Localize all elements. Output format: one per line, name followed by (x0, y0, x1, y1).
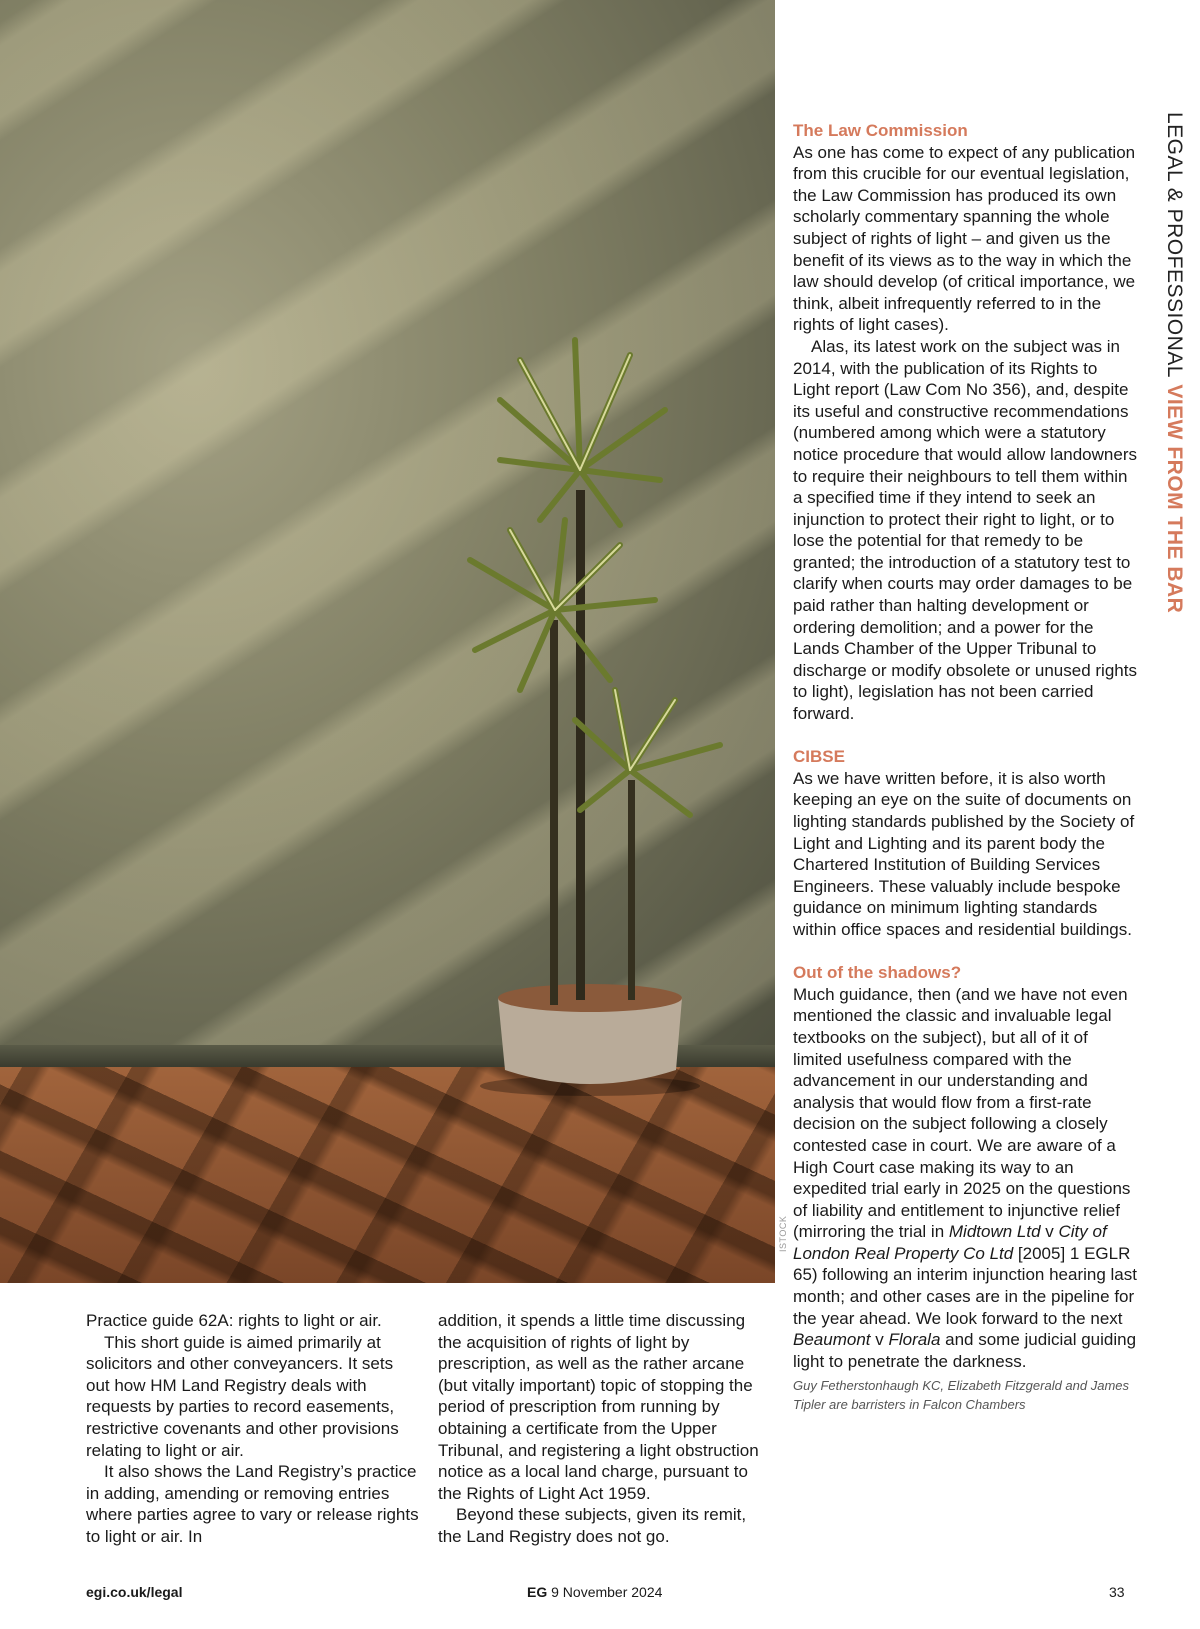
author-byline: Guy Fetherstonhaugh KC, Elizabeth Fitzgerald and James Tipler are barristers in Falcon Chambers (793, 1378, 1130, 1413)
heading-out-of-the-shadows: Out of the shadows? (793, 963, 962, 983)
cibse-paragraph: As we have written before, it is also worth keeping an eye on the suite of documents on lighting standards published by the Society of Light and Lighting and its parent body the Chartered Institution of Building Services Engineers. These valuably include bespoke guidance on minimum lighting standards within office spaces and residential buildings. (793, 768, 1135, 939)
section-tag (1162, 112, 1186, 613)
practice-guide-paragraph-3: addition, it spends a little time discussing the acquisition of rights of light by prescription, as well as the rather arcane (but vitally important) topic of stopping the period of prescription from running by obtaining a certificate from the Upper Tribunal, and registering a light obstruction notice as a local land charge, pursuant to the Rights of Light Act 1959. (438, 1311, 759, 1503)
page-number: 33 (1109, 1584, 1125, 1600)
bottom-middle-column (438, 1310, 773, 1548)
section-tag-highlight: VIEW FROM THE BAR (1163, 384, 1186, 614)
case-name: Florala (888, 1330, 941, 1350)
shadows-paragraph: Much guidance, then (and we have not even mentioned the classic and invaluable legal textbooks on the subject), but all of it of limited usefulness compared with the advancement in our understanding and analysis that would flow from a first-rate decision on the subject following a closely contested case in court. We are aware of a High Court case making its way to an expedited trial early in 2025 on the questions of liability and entitlement to injunctive relief (mirroring the trial in Midtown Ltd v City of London Real Property Co Ltd [2005] 1 EGLR 65) following an interim injunction hearing last month; and other cases are in the pipeline for the year ahead. We look forward to the next Beaumont v Florala and some judicial guiding light to penetrate the darkness. (793, 984, 1137, 1371)
practice-guide-paragraph-4: Beyond these subjects, given its remit, the Land Registry does not go. (438, 1505, 747, 1546)
right-column (793, 120, 1137, 1414)
law-commission-paragraph-2: Alas, its latest work on the subject was in 2014, with the publication of its Rights to Light report (Law Com No 356), and, despite its useful and constructive recommendations (numbered among which were a statutory notice procedure that would allow landowners to require their neighbours to tell them within a specified time if they intend to seek an injunction to protect their right to light, or to lose the potential for that remedy to be granted; the introduction of a statutory test to clarify when courts may order damages to be paid rather than halting development or ordering demolition; and a power for the Lands Chamber of the Upper Tribunal to discharge or modify obsolete or unused rights to light), legislation has not been carried forward. (793, 336, 1137, 724)
case-name: Beaumont (793, 1330, 871, 1350)
law-commission-paragraph-1: As one has come to expect of any publication from this crucible for our eventual legislation, the Law Commission has produced its own scholarly commentary spanning the whole subject of rights of light – and given us the benefit of its views as to the way in which the law should develop (of critical importance, we think, albeit infrequently referred to in the rights of light cases). (793, 142, 1136, 335)
practice-guide-title: Practice guide 62A: rights to light or air. (86, 1311, 382, 1330)
photo-credit: ISTOCK (778, 1215, 788, 1252)
heading-law-commission: The Law Commission (793, 121, 968, 140)
case-name: City of London Real Property Co Ltd (793, 1222, 1107, 1263)
section-tag-label: LEGAL & PROFESSIONAL (1163, 112, 1186, 378)
case-name: Midtown Ltd (948, 1222, 1041, 1242)
footer-url[interactable]: egi.co.uk/legal (86, 1584, 183, 1600)
footer-brand: EG (527, 1584, 548, 1600)
practice-guide-paragraph-2: It also shows the Land Registry’s practice in adding, amending or removing entries where parties agree to vary or release rights to light or air. In (86, 1462, 419, 1546)
bottom-left-column (86, 1310, 421, 1548)
practice-guide-paragraph-1: This short guide is aimed primarily at solicitors and other conveyancers. It sets out how HM Land Registry deals with requests by parties to record easements, restrictive covenants and other provisions relating to light or air. (86, 1332, 399, 1460)
footer-date: EG 9 November 2024 (527, 1584, 663, 1600)
heading-cibse: CIBSE (793, 747, 845, 767)
